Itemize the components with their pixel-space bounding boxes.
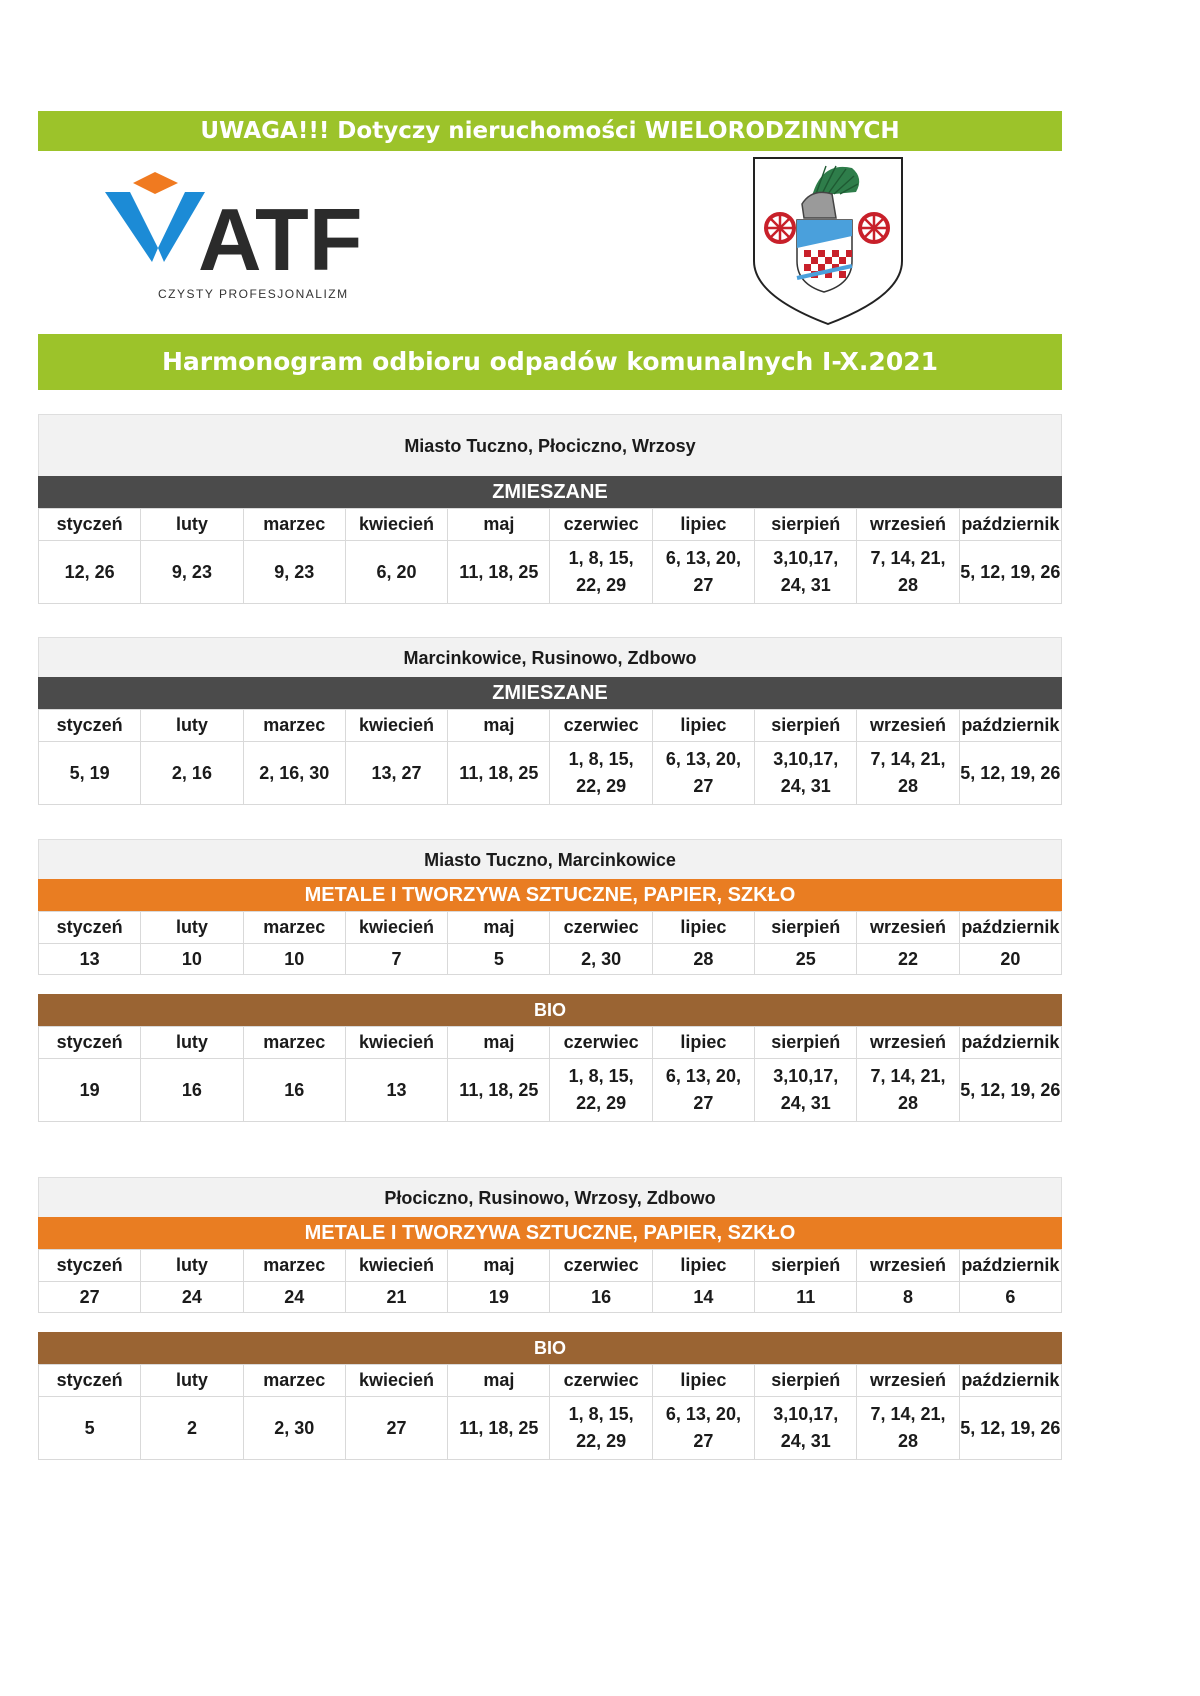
month-cell: lipiec <box>652 1027 754 1059</box>
date-cell: 1, 8, 15, 22, 29 <box>550 742 652 805</box>
category-header: ZMIESZANE <box>38 677 1062 709</box>
date-cell: 7, 14, 21, 28 <box>857 1397 959 1460</box>
month-cell: marzec <box>243 509 345 541</box>
month-cell: maj <box>448 1365 550 1397</box>
month-cell: kwiecień <box>345 710 447 742</box>
date-cell: 16 <box>141 1059 243 1122</box>
dates-row <box>39 1282 1062 1313</box>
schedule-section-3 <box>38 839 1062 975</box>
months-row <box>39 509 1062 541</box>
month-cell: wrzesień <box>857 1365 959 1397</box>
date-cell: 3,10,17, 24, 31 <box>755 1059 857 1122</box>
date-cell: 9, 23 <box>243 541 345 604</box>
location-label: Miasto Tuczno, Płociczno, Wrzosy <box>38 414 1062 476</box>
logo-blue-left-shape <box>105 192 158 262</box>
months-row <box>39 912 1062 944</box>
month-cell: lipiec <box>652 1250 754 1282</box>
schedule-table <box>38 1026 1062 1122</box>
month-cell: czerwiec <box>550 1250 652 1282</box>
notice-banner: UWAGA!!! Dotyczy nieruchomości WIELORODZINNYCH <box>38 111 1062 151</box>
location-label: Marcinkowice, Rusinowo, Zdbowo <box>38 637 1062 677</box>
month-cell: czerwiec <box>550 710 652 742</box>
logo-orange-shape <box>133 172 178 194</box>
month-cell: październik <box>959 1027 1061 1059</box>
months-row <box>39 1027 1062 1059</box>
month-cell: czerwiec <box>550 1365 652 1397</box>
coat-of-arms-icon <box>752 156 904 326</box>
dates-row <box>39 742 1062 805</box>
category-header: ZMIESZANE <box>38 476 1062 508</box>
date-cell: 24 <box>141 1282 243 1313</box>
date-cell: 3,10,17, 24, 31 <box>755 1397 857 1460</box>
month-cell: lipiec <box>652 710 754 742</box>
date-cell: 16 <box>550 1282 652 1313</box>
logo-text: ATF <box>198 190 363 289</box>
date-cell: 13 <box>345 1059 447 1122</box>
date-cell: 1, 8, 15, 22, 29 <box>550 1059 652 1122</box>
dates-row <box>39 944 1062 975</box>
month-cell: marzec <box>243 1365 345 1397</box>
month-cell: lipiec <box>652 912 754 944</box>
month-cell: kwiecień <box>345 912 447 944</box>
date-cell: 6, 13, 20, 27 <box>652 1059 754 1122</box>
month-cell: styczeń <box>39 509 141 541</box>
month-cell: styczeń <box>39 912 141 944</box>
month-cell: lipiec <box>652 509 754 541</box>
month-cell: styczeń <box>39 710 141 742</box>
month-cell: sierpień <box>755 1250 857 1282</box>
date-cell: 6, 13, 20, 27 <box>652 742 754 805</box>
date-cell: 6, 13, 20, 27 <box>652 541 754 604</box>
schedule-section-2 <box>38 637 1062 805</box>
month-cell: czerwiec <box>550 912 652 944</box>
months-row <box>39 1365 1062 1397</box>
month-cell: sierpień <box>755 1027 857 1059</box>
month-cell: sierpień <box>755 710 857 742</box>
month-cell: październik <box>959 1365 1061 1397</box>
category-header: METALE I TWORZYWA SZTUCZNE, PAPIER, SZKŁO <box>38 1217 1062 1249</box>
date-cell: 27 <box>345 1397 447 1460</box>
logo-tagline: CZYSTY PROFESJONALIZM <box>158 287 349 301</box>
month-cell: luty <box>141 710 243 742</box>
date-cell: 11, 18, 25 <box>448 1059 550 1122</box>
month-cell: sierpień <box>755 912 857 944</box>
date-cell: 12, 26 <box>39 541 141 604</box>
date-cell: 28 <box>652 944 754 975</box>
schedule-table <box>38 709 1062 805</box>
month-cell: kwiecień <box>345 509 447 541</box>
month-cell: maj <box>448 1250 550 1282</box>
date-cell: 5, 12, 19, 26 <box>959 1059 1061 1122</box>
month-cell: kwiecień <box>345 1027 447 1059</box>
date-cell: 5, 12, 19, 26 <box>959 1397 1061 1460</box>
month-cell: październik <box>959 509 1061 541</box>
date-cell: 7 <box>345 944 447 975</box>
category-header: METALE I TWORZYWA SZTUCZNE, PAPIER, SZKŁO <box>38 879 1062 911</box>
date-cell: 19 <box>39 1059 141 1122</box>
date-cell: 11, 18, 25 <box>448 1397 550 1460</box>
date-cell: 3,10,17, 24, 31 <box>755 541 857 604</box>
dates-row <box>39 1059 1062 1122</box>
date-cell: 14 <box>652 1282 754 1313</box>
category-header: BIO <box>38 994 1062 1026</box>
schedule-section-5 <box>38 1177 1062 1313</box>
month-cell: sierpień <box>755 1365 857 1397</box>
schedule-section-6 <box>38 1332 1062 1460</box>
month-cell: styczeń <box>39 1365 141 1397</box>
date-cell: 7, 14, 21, 28 <box>857 1059 959 1122</box>
months-row <box>39 1250 1062 1282</box>
date-cell: 1, 8, 15, 22, 29 <box>550 1397 652 1460</box>
date-cell: 5 <box>39 1397 141 1460</box>
date-cell: 11 <box>755 1282 857 1313</box>
month-cell: maj <box>448 509 550 541</box>
month-cell: sierpień <box>755 509 857 541</box>
month-cell: wrzesień <box>857 1027 959 1059</box>
date-cell: 2 <box>141 1397 243 1460</box>
date-cell: 5, 12, 19, 26 <box>959 541 1061 604</box>
month-cell: marzec <box>243 912 345 944</box>
schedule-table <box>38 508 1062 604</box>
date-cell: 5, 19 <box>39 742 141 805</box>
date-cell: 10 <box>141 944 243 975</box>
date-cell: 6, 13, 20, 27 <box>652 1397 754 1460</box>
date-cell: 13, 27 <box>345 742 447 805</box>
date-cell: 25 <box>755 944 857 975</box>
date-cell: 7, 14, 21, 28 <box>857 541 959 604</box>
date-cell: 9, 23 <box>141 541 243 604</box>
month-cell: styczeń <box>39 1027 141 1059</box>
months-row <box>39 710 1062 742</box>
schedule-table <box>38 1364 1062 1460</box>
date-cell: 27 <box>39 1282 141 1313</box>
date-cell: 5, 12, 19, 26 <box>959 742 1061 805</box>
date-cell: 6 <box>959 1282 1061 1313</box>
date-cell: 6, 20 <box>345 541 447 604</box>
month-cell: maj <box>448 912 550 944</box>
schedule-table <box>38 911 1062 975</box>
month-cell: październik <box>959 710 1061 742</box>
month-cell: lipiec <box>652 1365 754 1397</box>
month-cell: luty <box>141 1250 243 1282</box>
date-cell: 5 <box>448 944 550 975</box>
atf-logo <box>100 166 410 306</box>
page-title: Harmonogram odbioru odpadów komunalnych I-X.2021 <box>38 334 1062 390</box>
month-cell: wrzesień <box>857 912 959 944</box>
date-cell: 2, 30 <box>243 1397 345 1460</box>
date-cell: 16 <box>243 1059 345 1122</box>
month-cell: wrzesień <box>857 710 959 742</box>
date-cell: 8 <box>857 1282 959 1313</box>
month-cell: czerwiec <box>550 509 652 541</box>
date-cell: 11, 18, 25 <box>448 541 550 604</box>
date-cell: 2, 30 <box>550 944 652 975</box>
month-cell: czerwiec <box>550 1027 652 1059</box>
month-cell: wrzesień <box>857 1250 959 1282</box>
month-cell: marzec <box>243 710 345 742</box>
date-cell: 24 <box>243 1282 345 1313</box>
date-cell: 10 <box>243 944 345 975</box>
dates-row <box>39 1397 1062 1460</box>
dates-row <box>39 541 1062 604</box>
date-cell: 19 <box>448 1282 550 1313</box>
location-label: Miasto Tuczno, Marcinkowice <box>38 839 1062 879</box>
date-cell: 11, 18, 25 <box>448 742 550 805</box>
date-cell: 21 <box>345 1282 447 1313</box>
month-cell: październik <box>959 912 1061 944</box>
schedule-section-4 <box>38 994 1062 1122</box>
schedule-table <box>38 1249 1062 1313</box>
month-cell: maj <box>448 710 550 742</box>
date-cell: 13 <box>39 944 141 975</box>
month-cell: marzec <box>243 1027 345 1059</box>
month-cell: luty <box>141 509 243 541</box>
date-cell: 1, 8, 15, 22, 29 <box>550 541 652 604</box>
month-cell: luty <box>141 912 243 944</box>
date-cell: 2, 16 <box>141 742 243 805</box>
month-cell: styczeń <box>39 1250 141 1282</box>
month-cell: luty <box>141 1365 243 1397</box>
month-cell: marzec <box>243 1250 345 1282</box>
month-cell: kwiecień <box>345 1250 447 1282</box>
date-cell: 20 <box>959 944 1061 975</box>
month-cell: luty <box>141 1027 243 1059</box>
month-cell: wrzesień <box>857 509 959 541</box>
category-header: BIO <box>38 1332 1062 1364</box>
date-cell: 22 <box>857 944 959 975</box>
month-cell: październik <box>959 1250 1061 1282</box>
month-cell: kwiecień <box>345 1365 447 1397</box>
date-cell: 3,10,17, 24, 31 <box>755 742 857 805</box>
date-cell: 7, 14, 21, 28 <box>857 742 959 805</box>
schedule-section-1 <box>38 414 1062 604</box>
location-label: Płociczno, Rusinowo, Wrzosy, Zdbowo <box>38 1177 1062 1217</box>
month-cell: maj <box>448 1027 550 1059</box>
date-cell: 2, 16, 30 <box>243 742 345 805</box>
